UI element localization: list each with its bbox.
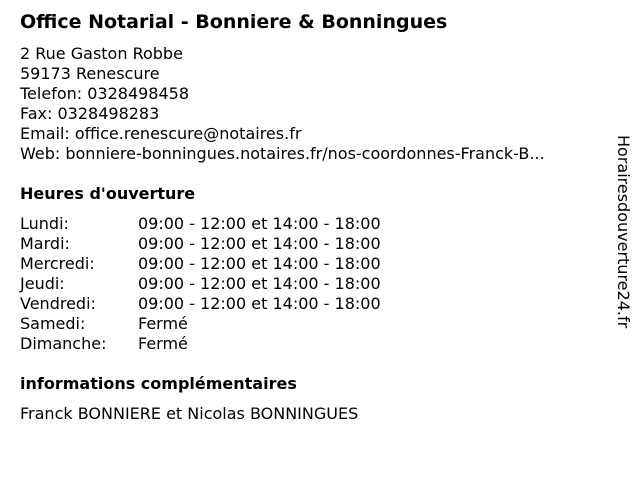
site-watermark: Horairesdouverture24.fr (614, 135, 633, 329)
day-label: Lundi: (20, 214, 69, 233)
website-address: Web: bonniere-bonningues.notaires.fr/nos-coordonnes-Franck-B... (20, 144, 545, 163)
additional-info-text: Franck BONNIERE et Nicolas BONNINGUES (20, 404, 359, 423)
city-postal-code: 59173 Renescure (20, 64, 160, 83)
day-label: Vendredi: (20, 294, 96, 313)
street-address: 2 Rue Gaston Robbe (20, 44, 183, 63)
fax-number: Fax: 0328498283 (20, 104, 160, 123)
hours-value: 09:00 - 12:00 et 14:00 - 18:00 (138, 254, 381, 273)
hours-row-saturday (20, 314, 381, 334)
additional-info-heading: informations complémentaires (20, 374, 297, 393)
day-label: Samedi: (20, 314, 86, 333)
hours-row-sunday (20, 334, 381, 354)
hours-value: Fermé (138, 334, 188, 353)
hours-value: 09:00 - 12:00 et 14:00 - 18:00 (138, 294, 381, 313)
day-label: Mardi: (20, 234, 70, 253)
hours-value: Fermé (138, 314, 188, 333)
page-title: Office Notarial - Bonniere & Bonningues (20, 11, 448, 33)
opening-hours-heading: Heures d'ouverture (20, 184, 196, 203)
address-block (20, 44, 545, 164)
day-label: Dimanche: (20, 334, 107, 353)
hours-value: 09:00 - 12:00 et 14:00 - 18:00 (138, 214, 381, 233)
email-address: Email: office.renescure@notaires.fr (20, 124, 302, 143)
opening-hours-table (20, 214, 381, 354)
hours-row-monday (20, 214, 381, 234)
hours-row-tuesday (20, 234, 381, 254)
day-label: Jeudi: (20, 274, 65, 293)
hours-row-friday (20, 294, 381, 314)
hours-row-thursday (20, 274, 381, 294)
hours-value: 09:00 - 12:00 et 14:00 - 18:00 (138, 274, 381, 293)
hours-row-wednesday (20, 254, 381, 274)
phone-number: Telefon: 0328498458 (20, 84, 190, 103)
hours-value: 09:00 - 12:00 et 14:00 - 18:00 (138, 234, 381, 253)
day-label: Mercredi: (20, 254, 95, 273)
